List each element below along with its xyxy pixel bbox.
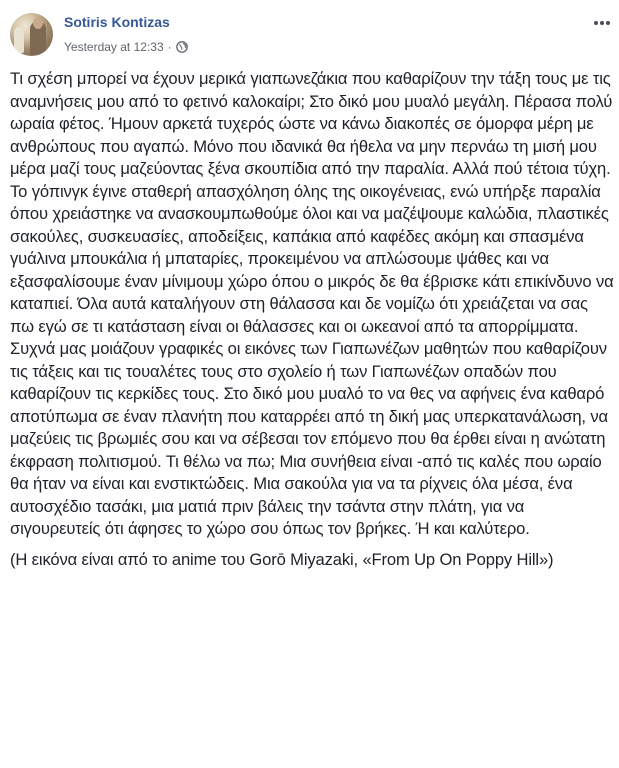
ellipsis-icon-dot (606, 21, 610, 25)
post-meta (64, 40, 188, 54)
globe-icon[interactable] (176, 41, 188, 53)
avatar-figure-left (14, 27, 24, 53)
post-body (10, 68, 614, 579)
author-name-link[interactable]: Sotiris Kontizas (64, 14, 170, 30)
post-timestamp[interactable]: Yesterday at 12:33 (64, 40, 164, 54)
ellipsis-icon-dot (594, 21, 598, 25)
post-caption: (Η εικόνα είναι από το anime του Gorō Miyazaki, «From Up On Poppy Hill») (10, 549, 554, 569)
more-options-button[interactable] (590, 16, 614, 30)
post-header (0, 0, 619, 70)
meta-separator: · (167, 40, 172, 54)
author-avatar[interactable] (10, 13, 53, 56)
ellipsis-icon-dot (600, 21, 604, 25)
post-text: Τι σχέση μπορεί να έχουν μερικά γιαπωνεζάκια που καθαρίζουν την τάξη τους με τις αναμνήσεις μου από το φετινό καλοκαίρι; Στο δικό μου μυαλό μεγάλη. Πέρασα πολύ ωραία φέτος. Ήμουν αρκετά τυχερός ώστε να κάνω διακοπές σε όμορφα μέρη με ανθρώπους που αγαπώ. Μόνο που ιδανικά θα ήθελα να μην περνάω τη μισή μου μέρα μαζί τους μαζεύοντας ξένα σκουπίδια από την παραλία. Αλλά πού τέτοια τύχη. Το γόπινγκ έγινε σταθερή απασχόληση όλης της οικογένειας, ενώ υπήρξε παραλία όπου χρειάστηκε να ανασκουμπωθούμε όλοι και να μαζέψουμε καλώδια, πλαστικές σακούλες, συσκευασίες, αποδείξεις, καπάκια από καφέδες ακόμη και σπασμένα γυάλινα μπουκάλια ή μπαταρίες, προκειμένου να απλώσουμε ψάθες και να εξασφαλίσουμε έναν μίνιμουμ χώρο όπου ο μικρός δε θα έβρισκε κάτι επικίνδυνο να καταπιεί. Όλα αυτά καταλήγουν στη θάλασσα και δε νομίζω ότι χρειάζεται να σας πω εγώ σε τι κατάσταση είναι οι θάλασσες και οι ωκεανοί από τα απορρίμματα. Συχνά μας μοιάζουν γραφικές οι εικόνες των Γιαπωνέζων μαθητών που καθαρίζουν τις τάξεις και τις τουαλέτες τους στο σχολείο ή των Γιαπωνέζων οπαδών που καθαρίζουν τις κερκίδες τους. Στο δικό μου μυαλό το να θες να αφήνεις ένα καθαρό αποτύπωμα σε έναν πλανήτη που καταρρέει από τη δική μας υπερκατανάλωση, να μαζεύεις τις βρωμιές σου και να σέβεσαι τον επόμενο που θα έρθει είναι η ανώτατη έκφραση πολιτισμού. Τι θέλω να πω; Μια συνήθεια είναι -από τις καλές που ωραίο θα ήταν να είναι και ενστικτώδεις. Μια σακούλα για να τα ρίχνεις όλα μέσα, ένα αυτοσχέδιο τασάκι, μια ματιά πριν βάλεις την τσάντα στην πλάτη, για να σιγουρευτείς ότι άφησες το χώρο σου όπως τον βρήκες. Ή και καλύτερο. (10, 69, 614, 538)
avatar-head (33, 17, 43, 29)
